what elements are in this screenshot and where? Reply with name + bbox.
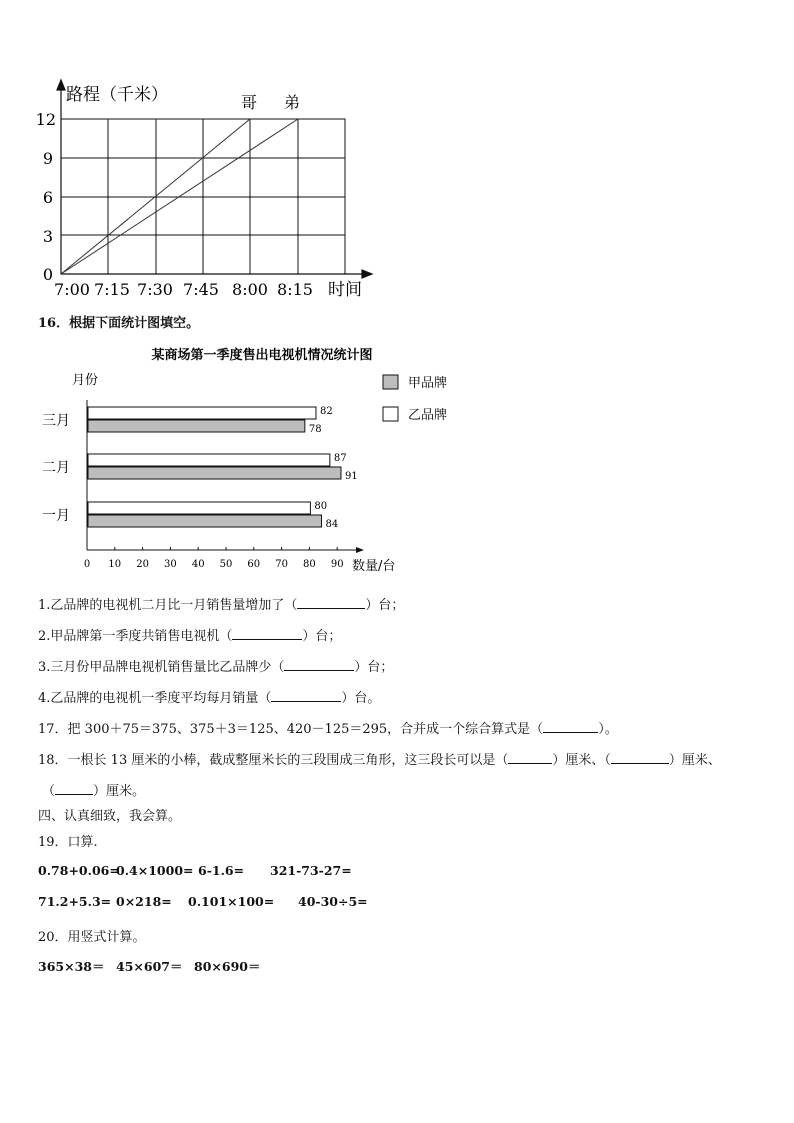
- x-tick-label-1: 10: [108, 559, 122, 570]
- bar-2-0: [88, 502, 310, 514]
- y-tick-12: 12: [35, 110, 56, 129]
- q18-text: 一根长 13 厘米的小棒，截成整厘米长的三段围成三角形，这三段长可以是（: [67, 753, 509, 768]
- bar-0-1: [88, 420, 305, 432]
- answer-blank-4[interactable]: [271, 688, 341, 702]
- series-label-younger-brother: 弟: [284, 93, 301, 112]
- category-label-2: 一月: [42, 508, 70, 524]
- q20-text: 用竖式计算。: [67, 930, 146, 945]
- sub-question-1-text: 1.乙品牌的电视机二月比一月销售量增加了（: [38, 598, 298, 613]
- q19-item-1: 0.78+0.06=: [38, 863, 120, 878]
- bar-2-1: [88, 515, 322, 527]
- q17: [38, 718, 618, 737]
- legend-label-brand-b: 乙品牌: [408, 408, 448, 423]
- bar-chart-x-arrow: [356, 547, 364, 553]
- q19-item-6: 0×218=: [116, 894, 172, 909]
- x-tick-0730: 7:30: [137, 280, 173, 299]
- q17-text: 把 300＋75＝375、375＋3＝125、420－125＝295，合并成一个综合算式是（: [67, 722, 544, 737]
- sub-question-1-post: ）台；: [365, 598, 405, 613]
- bar-value-label-0-0: 82: [319, 406, 333, 417]
- q18-answer-blank-1[interactable]: [508, 750, 552, 764]
- legend-swatch-brand-a: [383, 375, 398, 389]
- bar-value-label-1-0: 87: [333, 453, 347, 464]
- bar-chart-xlabel: 数量/台: [352, 559, 396, 574]
- x-tick-label-5: 50: [219, 559, 233, 570]
- sub-question-3-text: 3.三月份甲品牌电视机销售量比乙品牌少（: [38, 660, 285, 675]
- q20-item-1: 365×38＝: [38, 959, 105, 974]
- y-tick-6: 6: [42, 188, 53, 207]
- q17-post: ）。: [598, 722, 618, 737]
- q20-number: 20．: [38, 930, 68, 945]
- x-axis-label: 时间: [328, 280, 362, 300]
- x-tick-0700: 7:00: [54, 280, 90, 299]
- x-tick-label-7: 70: [275, 559, 288, 570]
- sub-question-1: [38, 594, 404, 613]
- tv-sales-bar-chart: [30, 340, 470, 580]
- legend-label-brand-a: 甲品牌: [408, 376, 448, 391]
- answer-blank-2[interactable]: [232, 626, 302, 640]
- q16-text: 根据下面统计图填空。: [69, 316, 200, 331]
- q19-item-7: 0.101×100=: [188, 894, 275, 909]
- x-tick-0800: 8:00: [232, 280, 268, 299]
- bar-value-label-2-1: 84: [325, 519, 339, 530]
- q19-item-8: 40-30÷5=: [298, 894, 368, 909]
- q18-line2: [42, 780, 145, 799]
- y-axis-label: 路程（千米）: [66, 85, 168, 105]
- bar-chart-title: 某商场第一季度售出电视机情况统计图: [151, 348, 373, 363]
- section-4-heading: 四、认真细致，我会算。: [38, 809, 182, 824]
- sub-question-3-post: ）台；: [354, 660, 394, 675]
- sub-question-2: [38, 625, 341, 644]
- q20-heading: [38, 926, 146, 945]
- x-tick-0815: 8:15: [277, 280, 313, 299]
- q18-answer-blank-3[interactable]: [55, 781, 93, 795]
- x-tick-label-8: 80: [303, 559, 316, 570]
- y-tick-3: 3: [42, 227, 53, 246]
- sub-question-2-text: 2.甲品牌第一季度共销售电视机（: [38, 629, 233, 644]
- x-tick-label-0: 0: [83, 559, 91, 570]
- sub-question-4: [38, 687, 380, 706]
- x-tick-label-9: 90: [330, 559, 344, 570]
- bar-value-label-1-1: 91: [344, 471, 358, 482]
- bar-1-0: [88, 454, 330, 466]
- category-label-0: 三月: [42, 413, 70, 429]
- q18-mid1: ）厘米、（: [552, 753, 611, 768]
- distance-time-chart: [28, 78, 378, 306]
- q19-item-4: 321-73-27=: [270, 863, 352, 878]
- answer-blank-1[interactable]: [297, 595, 365, 609]
- q18-mid2: ）厘米、: [668, 753, 721, 768]
- sub-question-2-post: ）台；: [302, 629, 342, 644]
- bar-chart-ylabel: 月份: [72, 373, 99, 388]
- q19-item-3: 6-1.6=: [198, 863, 245, 878]
- bar-0-0: [88, 407, 316, 419]
- x-tick-label-2: 20: [136, 559, 149, 570]
- x-tick-label-3: 30: [164, 559, 177, 570]
- q17-number: 17．: [38, 722, 68, 737]
- q19-text: 口算.: [67, 835, 98, 850]
- x-tick-0715: 7:15: [94, 280, 130, 299]
- chart-grid: [61, 119, 345, 274]
- q18-number: 18．: [38, 753, 68, 768]
- x-tick-label-4: 40: [191, 559, 205, 570]
- q19-item-5: 71.2+5.3=: [38, 894, 112, 909]
- chart-axes: [57, 80, 372, 278]
- q18-line2-post: ）厘米。: [93, 784, 146, 799]
- bar-value-label-2-0: 80: [314, 501, 328, 512]
- sub-question-4-text: 4.乙品牌的电视机一季度平均每月销量（: [38, 691, 272, 706]
- q16-number: 16．: [38, 316, 70, 331]
- bar-value-label-0-1: 78: [308, 424, 322, 435]
- q18-line2-pre: （: [42, 784, 56, 799]
- sub-question-3: [38, 656, 393, 675]
- y-tick-0: 0: [42, 265, 53, 284]
- q19-item-2: 0.4×1000=: [116, 863, 194, 878]
- q20-item-2: 45×607＝: [116, 959, 183, 974]
- y-tick-9: 9: [42, 149, 53, 168]
- bar-1-1: [88, 467, 341, 479]
- x-tick-0745: 7:45: [183, 280, 219, 299]
- sub-question-4-post: ）台。: [341, 691, 381, 706]
- q20-item-3: 80×690＝: [194, 959, 261, 974]
- q18-line1: [38, 749, 721, 768]
- q16-heading: [38, 312, 199, 331]
- q18-answer-blank-2[interactable]: [611, 750, 669, 764]
- legend-swatch-brand-b: [383, 407, 398, 421]
- q19-heading: [38, 831, 98, 850]
- answer-blank-3[interactable]: [284, 657, 354, 671]
- series-label-brother: 哥: [241, 93, 258, 112]
- q19-number: 19．: [38, 835, 68, 850]
- category-label-1: 二月: [42, 460, 70, 476]
- x-tick-label-6: 60: [247, 559, 261, 570]
- q17-answer-blank[interactable]: [543, 719, 598, 733]
